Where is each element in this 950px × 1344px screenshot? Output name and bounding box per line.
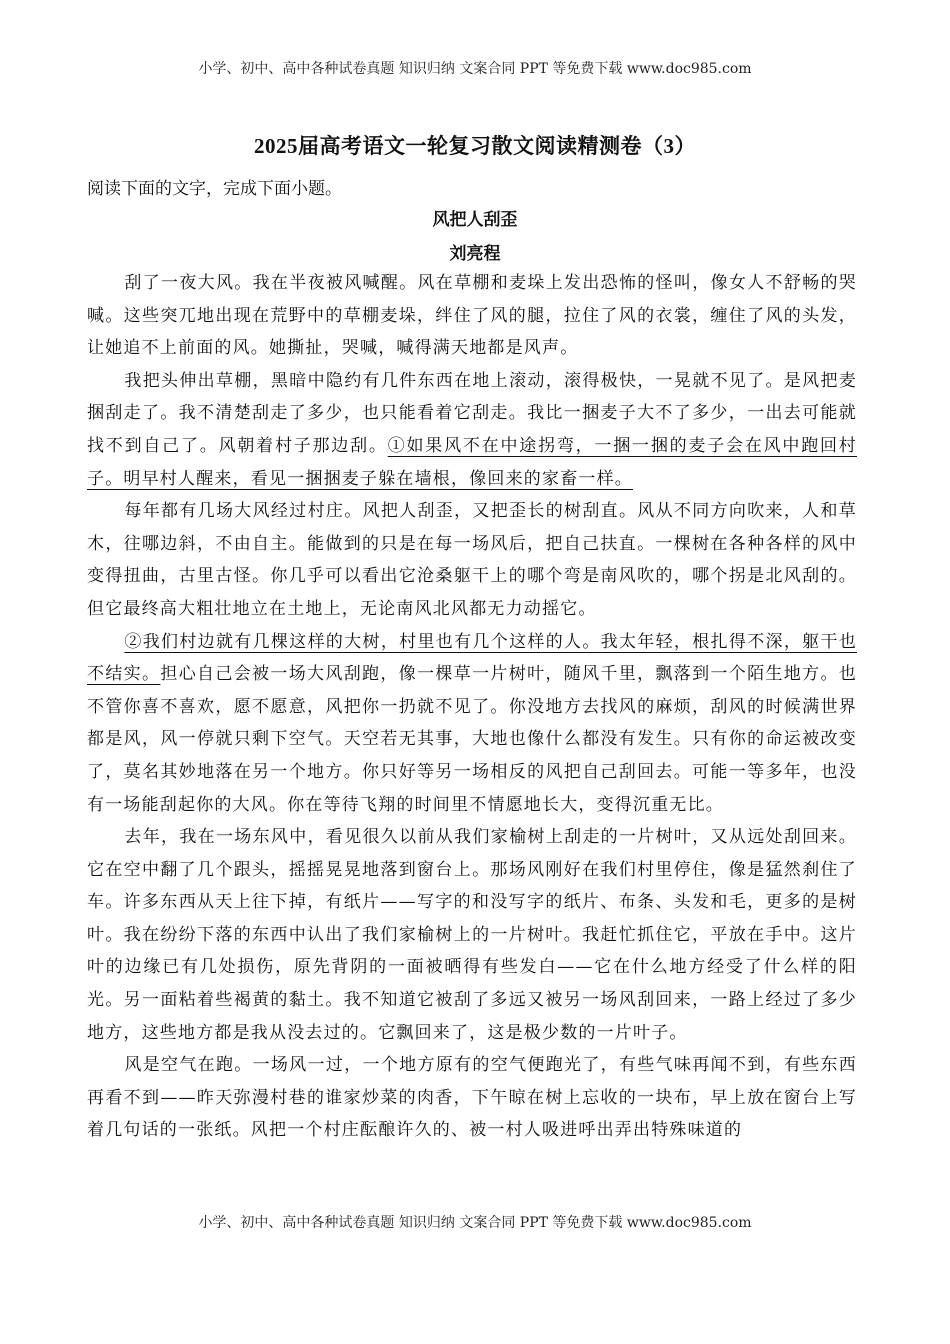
essay-paragraph	[87, 495, 857, 625]
paragraph-text: 刮了一夜大风。我在半夜被风喊醒。风在草棚和麦垛上发出恐怖的怪叫，像女人不舒畅的哭喊。这些突兀地出现在荒野中的草棚麦垛，绊住了风的腿，拉住了风的衣裳，缠住了风的头发，让她追不上前面的风。她撕扯，哭喊，喊得满天地都是风声。	[87, 273, 857, 359]
paragraph-text: 担心自己会被一场大风刮跑，像一棵草一片树叶，随风千里，飘落到一个陌生地方。也不管你喜不喜欢，愿不愿意，风把你一扔就不见了。你没地方去找风的麻烦，刮风的时候满世界都是风，风一停就只剩下空气。天空若无其事，大地也像什么都没有发生。只有你的命运被改变了，莫名其妙地落在另一个地方。你只好等另一场相反的风把自己刮回去。可能一等多年，也没有一场能刮起你的大风。你在等待飞翔的时间里不情愿地长大，变得沉重无比。	[87, 664, 857, 815]
page-footer: 小学、初中、高中各种试卷真题 知识归纳 文案合同 PPT 等免费下载 www.doc985.com	[198, 1215, 752, 1231]
paragraph-text: 每年都有几场大风经过村庄。风把人刮歪，又把歪长的树刮直。风从不同方向吹来，人和草木，往哪边斜，不由自主。能做到的只是在每一场风后，把自己扶直。一棵树在各种各样的风中变得扭曲，古里古怪。你几乎可以看出它沧桑躯干上的哪个弯是南风吹的，哪个拐是北风刮的。但它最终高大粗壮地立在土地上，无论南风北风都无力动摇它。	[87, 501, 857, 619]
underlined-sentence: ②我们村边就有几棵这样的大树，村里也有几个这样的人。我太年轻，根扎得不深，躯干也不结实。	[87, 631, 857, 685]
document-title: 2025届高考语文一轮复习散文阅读精测卷（3）	[254, 134, 696, 158]
essay-paragraph	[87, 626, 857, 822]
essay-paragraph	[87, 365, 857, 495]
paragraph-text: 风是空气在跑。一场风一过，一个地方原有的空气便跑光了，有些气味再闻不到，有些东西再看不到——昨天弥漫村巷的谁家炒菜的肉香，下午晾在树上忘收的一块布，早上放在窗台上写着几句话的一张纸。风把一个村庄酝酿许久的、被一村人吸进呼出弄出特殊味道的	[87, 1055, 857, 1141]
essay-author: 刘亮程	[449, 244, 501, 264]
paragraph-text: 我把头伸出草棚，黑暗中隐约有几件东西在地上滚动，滚得极快，一晃就不见了。是风把麦捆刮走了。我不清楚刮走了多少，也只能看着它刮走。我比一捆麦子大不了多少，一出去可能就找不到自己了。风朝着村子那边刮。	[87, 370, 857, 456]
essay-paragraph	[87, 267, 857, 365]
essay-title: 风把人刮歪	[432, 210, 518, 230]
essay-body	[87, 267, 857, 1147]
underlined-sentence: ①如果风不在中途拐弯，一捆一捆的麦子会在风中跑回村子。明早村人醒来，看见一捆捆麦子躲在墙根，像回来的家畜一样。	[87, 435, 857, 489]
instruction: 阅读下面的文字，完成下面小题。	[87, 179, 342, 199]
page-header: 小学、初中、高中各种试卷真题 知识归纳 文案合同 PPT 等免费下载 www.doc985.com	[198, 61, 752, 77]
essay-paragraph	[87, 1049, 857, 1147]
paragraph-text: 去年，我在一场东风中，看见很久以前从我们家榆树上刮走的一片树叶，又从远处刮回来。它在空中翻了几个跟头，摇摇晃晃地落到窗台上。那场风刚好在我们村里停住，像是猛然刹住了车。许多东西从天上往下掉，有纸片——写字的和没写字的纸片、布条、头发和毛，更多的是树叶。我在纷纷下落的东西中认出了我们家榆树上的一片树叶。我赶忙抓住它，平放在手中。这片叶的边缘已有几处损伤，原先背阴的一面被晒得有些发白——它在什么地方经受了什么样的阳光。另一面粘着些褐黄的黏土。我不知道它被刮了多远又被另一场风刮回来，一路上经过了多少地方，这些地方都是我从没去过的。它飘回来了，这是极少数的一片叶子。	[87, 827, 857, 1043]
essay-paragraph	[87, 821, 857, 1049]
